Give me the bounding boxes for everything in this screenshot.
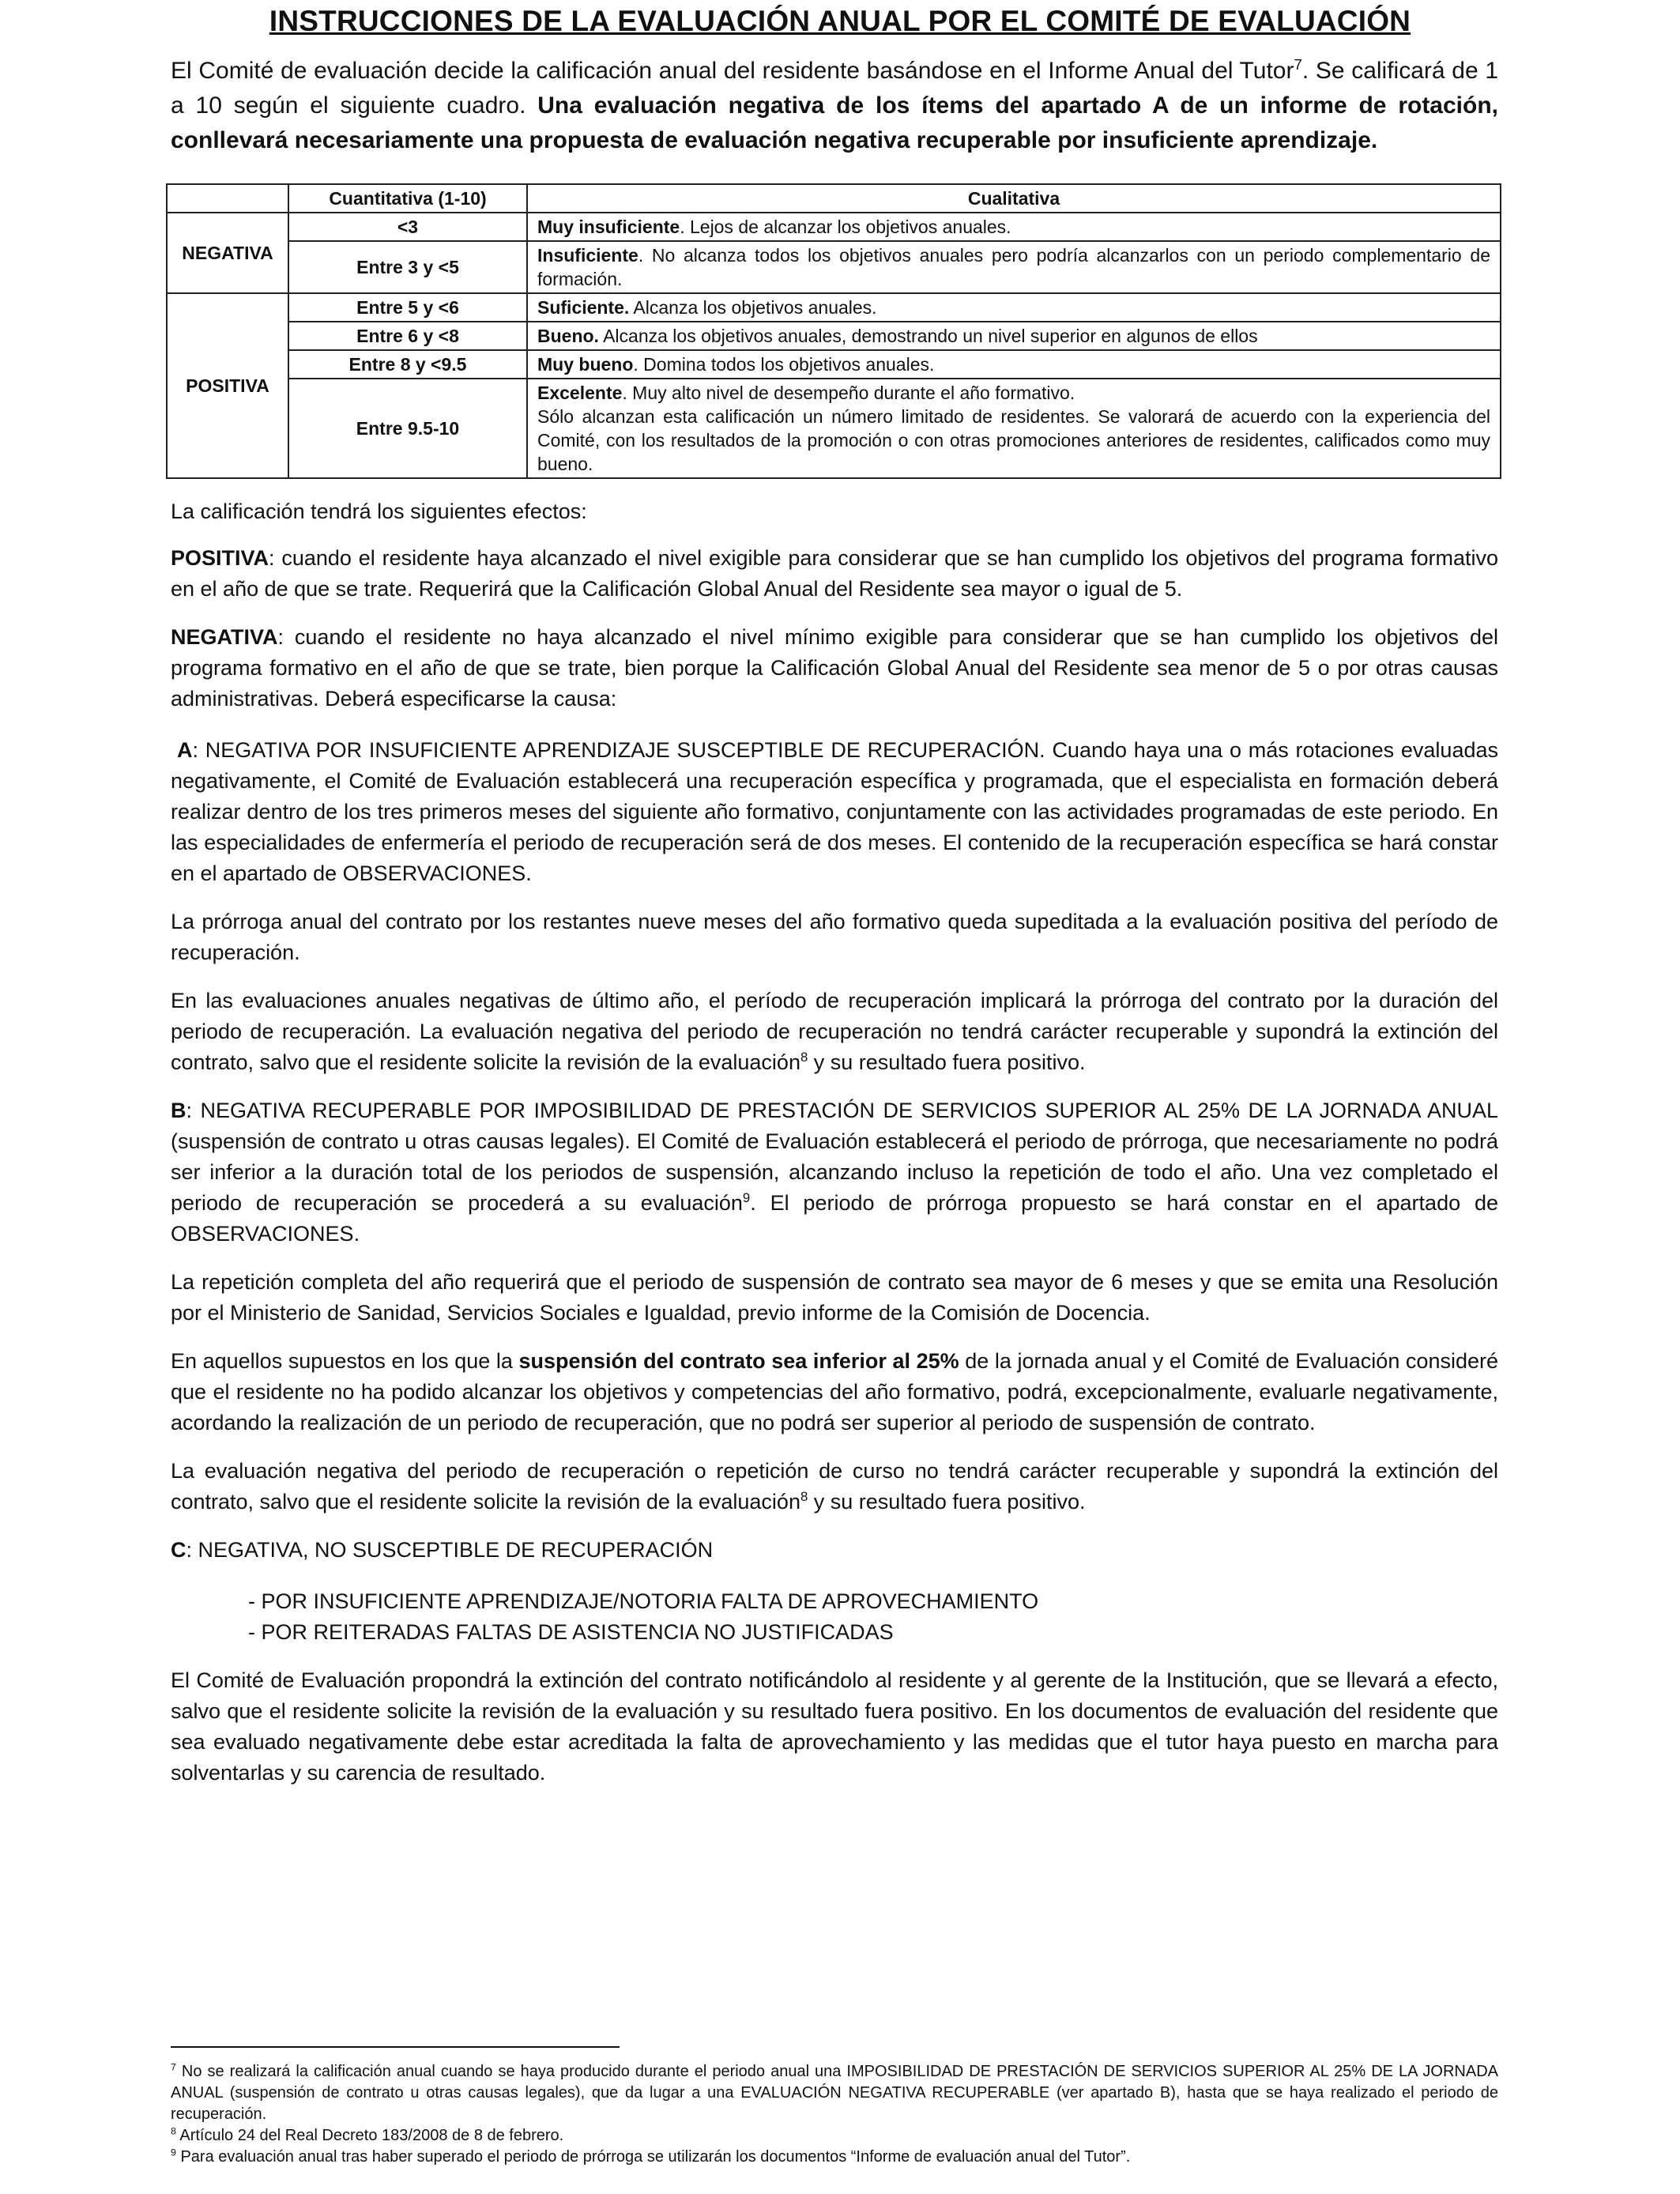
- qual-term: Bueno.: [537, 326, 599, 346]
- section-a-paragraph-3: [171, 986, 1498, 1078]
- footnote-number: 8: [171, 2125, 176, 2137]
- negativa-label: NEGATIVA: [171, 625, 278, 649]
- footnote-number: 9: [171, 2147, 176, 2158]
- section-c-heading: [171, 1535, 1498, 1566]
- effects-intro: La calificación tendrá los siguientes efectos:: [171, 499, 587, 523]
- section-b-p3-text-continued: de la jornada anual y el Comité de Evaluación consideré que el residente no ha podido alcanzar los objetivos y competencias del año formativo, podrá, excepcionalmente, evaluarle negativamente, acordando la realización de un periodo de recuperación, que no podrá ser superior al periodo de suspensión de contrato.: [171, 1349, 1499, 1434]
- section-b-label: B: [171, 1099, 186, 1122]
- qual-desc-extra: Sólo alcanzan esta calificación un número limitado de residentes. Se valorará de acuerdo con la experiencia del Comité, con los resultados de la promoción o con otras promociones anteriores de residentes, calificados como muy bueno.: [537, 406, 1490, 474]
- positiva-paragraph: [171, 543, 1498, 605]
- qual-desc: Alcanza los objetivos anuales.: [629, 297, 877, 318]
- section-a-paragraph: [171, 735, 1498, 889]
- section-b-paragraph-4: [171, 1456, 1498, 1517]
- intro-paragraph: [171, 54, 1498, 158]
- intro-text: El Comité de evaluación decide la calificación anual del residente basándose en el Informe Anual del Tutor: [171, 58, 1294, 84]
- category-negativa: NEGATIVA: [167, 213, 288, 293]
- table-header-row: [167, 184, 1501, 213]
- intro-text-continued: . Se calificará de 1 a 10 según el siguiente cuadro.: [171, 58, 1499, 119]
- qual-desc: . Lejos de alcanzar los objetivos anuales.: [680, 217, 1011, 237]
- header-quantitative: Cuantitativa (1-10): [288, 184, 527, 213]
- section-c-label: C: [171, 1538, 186, 1562]
- footnote-ref-7: 7: [1294, 56, 1302, 73]
- qual-cell: [527, 322, 1501, 350]
- header-qualitative: Cualitativa: [527, 184, 1501, 213]
- section-a-p3-end: y su resultado fuera positivo.: [808, 1050, 1086, 1074]
- qual-term: Muy bueno: [537, 354, 634, 375]
- qual-cell: [527, 293, 1501, 322]
- qual-term: Muy insuficiente: [537, 217, 680, 237]
- section-b-paragraph-2: La repetición completa del año requerirá que el periodo de suspensión de contrato sea mayor de 6 meses y que se emita una Resolución por el Ministerio de Sanidad, Servicios Sociales e Igualdad, previo informe de la Comisión de Docencia.: [171, 1270, 1498, 1325]
- section-b-p3-bold: suspensión del contrato sea inferior al 25%: [518, 1349, 959, 1373]
- quant-cell: <3: [288, 213, 527, 241]
- positiva-text: : cuando el residente haya alcanzado el nivel exigible para considerar que se han cumplido los objetivos del programa formativo en el año de que se trate. Requerirá que la Calificación Global Anual del Residente sea mayor o igual de 5.: [171, 546, 1498, 601]
- qual-desc: . Domina todos los objetivos anuales.: [633, 354, 935, 375]
- footnote-divider: [171, 2046, 620, 2048]
- qual-cell: [527, 379, 1501, 478]
- section-a-label: A: [177, 738, 193, 762]
- footnote-ref-8: 8: [800, 1050, 808, 1065]
- section-b-text: : NEGATIVA RECUPERABLE POR IMPOSIBILIDAD DE PRESTACIÓN DE SERVICIOS SUPERIOR AL 25% DE LA JORNADA ANUAL (suspensión de contrato u otras causas legales). El Comité de Evaluación establecerá el periodo de prórroga, que necesariamente no podrá ser inferior a la duración total de los periodos de suspensión, alcanzando incluso la repetición de todo el año. Una vez completado el periodo de recuperación se procederá a su evaluación: [171, 1099, 1498, 1215]
- qual-desc: Alcanza los objetivos anuales, demostrando un nivel superior en algunos de ellos: [598, 326, 1258, 346]
- table-row: [167, 213, 1501, 241]
- section-a-paragraph-2: La prórroga anual del contrato por los restantes nueve meses del año formativo queda supeditada a la evaluación positiva del período de recuperación.: [171, 910, 1498, 964]
- footnote-text: No se realizará la calificación anual cuando se haya producido durante el periodo anual una IMPOSIBILIDAD DE PRESTACIÓN DE SERVICIOS SUPERIOR AL 25% DE LA JORNADA ANUAL (suspensión de contrato u otras causas legales), que da lugar a una EVALUACIÓN NEGATIVA RECUPERABLE (ver apartado B), hasta que se haya realizado el periodo de recuperación.: [171, 2063, 1498, 2123]
- quant-cell: Entre 8 y <9.5: [288, 350, 527, 379]
- table-row: [167, 379, 1501, 478]
- section-b-p3-text: En aquellos supuestos en los que la: [171, 1349, 519, 1373]
- section-a-p3-text: En las evaluaciones anuales negativas de último año, el período de recuperación implicará la prórroga del contrato por la duración del periodo de recuperación. La evaluación negativa del periodo de recuperación no tendrá carácter recuperable y supondrá la extinción del contrato, salvo que el residente solicite la revisión de la evaluación: [171, 989, 1498, 1074]
- table-row: [167, 322, 1501, 350]
- section-c-list: [171, 1586, 1498, 1648]
- footnote-ref-8: 8: [800, 1489, 808, 1504]
- qual-desc: . No alcanza todos los objetivos anuales pero podría alcanzarlos con un periodo complementario de formación.: [537, 245, 1490, 289]
- quant-cell: Entre 5 y <6: [288, 293, 527, 322]
- footnote-number: 7: [171, 2061, 176, 2073]
- intro-bold-text: Una evaluación negativa de los ítems del apartado A de un informe de rotación, conllevará necesariamente una propuesta de evaluación negativa recuperable por insuficiente aprendizaje.: [171, 92, 1498, 153]
- section-b-text-continued: . El periodo de prórroga propuesto se hará constar en el apartado de OBSERVACIONES.: [171, 1191, 1498, 1246]
- footnote-text: Para evaluación anual tras haber superado el periodo de prórroga se utilizarán los documentos “Informe de evaluación anual del Tutor”.: [175, 2148, 1131, 2166]
- footnote-8: [171, 2125, 1498, 2147]
- qual-term: Insuficiente: [537, 245, 638, 266]
- list-item: - POR INSUFICIENTE APRENDIZAJE/NOTORIA FALTA DE APROVECHAMIENTO: [248, 1589, 1039, 1613]
- section-b-p4-end: y su resultado fuera positivo.: [808, 1490, 1086, 1514]
- negativa-text: : cuando el residente no haya alcanzado el nivel mínimo exigible para considerar que se han cumplido los objetivos del programa formativo en el año de que se trate, bien porque la Calificación Global Anual del Residente sea menor de 5 o por otras causas administrativas. Deberá especificarse la causa:: [171, 625, 1498, 711]
- qual-cell: [527, 241, 1501, 293]
- qual-term: Excelente: [537, 383, 623, 403]
- qual-term: Suficiente.: [537, 297, 630, 318]
- footnote-text: Artículo 24 del Real Decreto 183/2008 de 8 de febrero.: [175, 2127, 564, 2144]
- qual-desc: . Muy alto nivel de desempeño durante el año formativo.: [622, 383, 1075, 403]
- grading-table: [166, 183, 1501, 479]
- quant-cell: Entre 9.5-10: [288, 379, 527, 478]
- section-c-closing: El Comité de Evaluación propondrá la extinción del contrato notificándolo al residente y al gerente de la Institución, que se llevará a efecto, salvo que el residente solicite la revisión de la evaluación y su resultado fuera positivo. En los documentos de evaluación del residente que sea evaluado negativamente debe estar acreditada la falta de aprovechamiento y las medidas que el tutor haya puesto en marcha para solventarlas y su carencia de resultado.: [171, 1668, 1498, 1785]
- table-row: [167, 293, 1501, 322]
- table-corner-cell: [167, 184, 288, 213]
- page-title: INSTRUCCIONES DE LA EVALUACIÓN ANUAL POR EL COMITÉ DE EVALUACIÓN: [269, 5, 1411, 37]
- quant-cell: Entre 6 y <8: [288, 322, 527, 350]
- footnote-ref-9: 9: [742, 1190, 751, 1205]
- positiva-label: POSITIVA: [171, 546, 269, 570]
- category-positiva: POSITIVA: [167, 293, 288, 478]
- footnote-7: [171, 2061, 1498, 2125]
- negativa-paragraph: [171, 622, 1498, 714]
- document-body: [171, 54, 1498, 1789]
- section-b-p4-text: La evaluación negativa del periodo de recuperación o repetición de curso no tendrá carácter recuperable y supondrá la extinción del contrato, salvo que el residente solicite la revisión de la evaluación: [171, 1459, 1498, 1514]
- table-row: [167, 241, 1501, 293]
- section-a-text: : NEGATIVA POR INSUFICIENTE APRENDIZAJE SUSCEPTIBLE DE RECUPERACIÓN. Cuando haya una o más rotaciones evaluadas negativamente, el Comité de Evaluación establecerá una recuperación específica y programada, que el especialista en formación deberá realizar dentro de los tres primeros meses del siguiente año formativo, conjuntamente con las actividades programadas de este periodo. En las especialidades de enfermería el periodo de recuperación será de dos meses. El contenido de la recuperación específica se hará constar en el apartado de OBSERVACIONES.: [171, 738, 1498, 885]
- qual-cell: [527, 213, 1501, 241]
- footnote-9: [171, 2147, 1498, 2168]
- qual-cell: [527, 350, 1501, 379]
- footnotes: [171, 2061, 1498, 2168]
- section-b-paragraph: [171, 1095, 1498, 1250]
- section-c-text: : NEGATIVA, NO SUSCEPTIBLE DE RECUPERACIÓN: [186, 1538, 714, 1562]
- quant-cell: Entre 3 y <5: [288, 241, 527, 293]
- list-item: - POR REITERADAS FALTAS DE ASISTENCIA NO JUSTIFICADAS: [248, 1620, 894, 1644]
- table-row: [167, 350, 1501, 379]
- section-b-paragraph-3: [171, 1346, 1498, 1438]
